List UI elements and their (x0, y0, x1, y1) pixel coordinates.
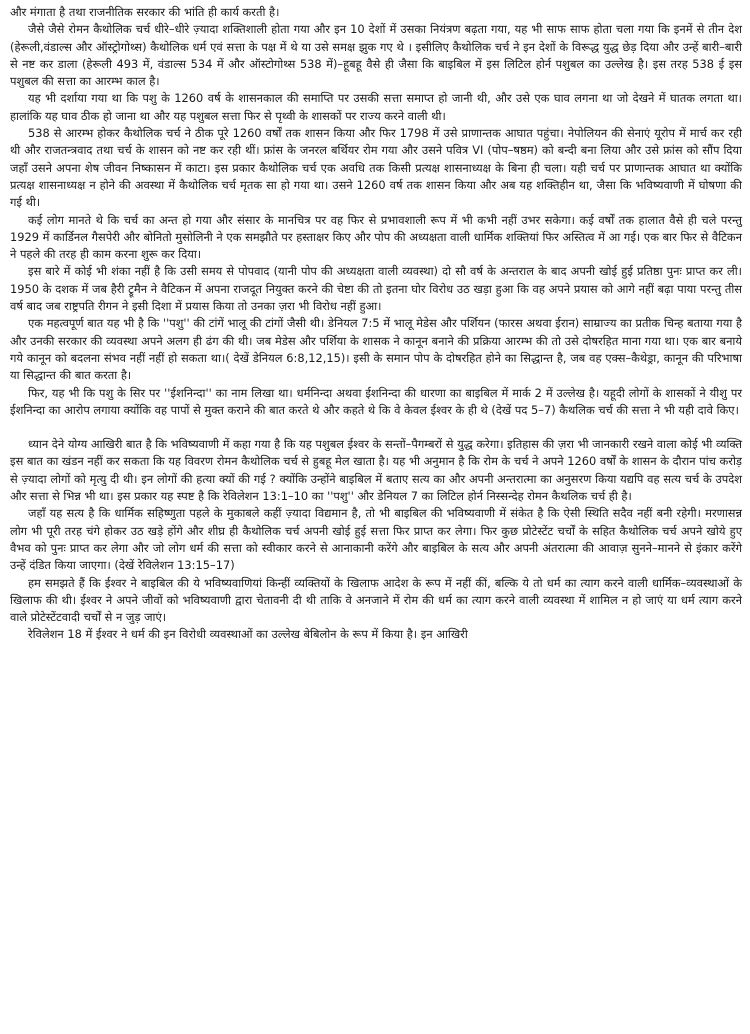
paragraph: जैसे जैसे रोमन कैथोलिक चर्च धीरे–धीरे ज़्यादा शक्तिशाली होता गया और इन 10 देशों में उसका नियंत्रण बढ़ता गया, यह भी साफ साफ होता चला गया कि इनमें से तीन देश (हेरूली,वंडाल्स और ऑस्ट्रोगोथ्स) कैथोलिक धर्म एवं सत्ता के पक्ष में थे या उसे समक्ष झुक गए थे । इसीलिए कैथोलिक चर्च ने इन देशों के विरूद्ध युद्ध छेड़ दिया और उन्हें बारी–बारी से नष्ट कर डाला (हेरूली 493 में, वंडाल्स 534 में और ऑस्टोगोथ्स 538 में)–हूबहू वैसे ही जैसा कि बाइबिल में इस लिटिल होर्न पशुबल का उल्लेख है। इस तरह 538 ई इस पशुबल की सत्ता का आरम्भ काल है। (10, 22, 742, 89)
paragraph: फिर, यह भी कि पशु के सिर पर ''ईशनिन्दा'' का नाम लिखा था। धर्मनिन्दा अथवा ईशनिन्दा की धारणा का बाइबिल में मार्क 2 में उल्लेख है। यहूदी लोगों के शासकों ने यीशु पर ईशनिन्दा का आरोप लगाया क्योंकि वह पापों से मुक्त कराने की बात करते थे और कहते थे कि वे केवल ईश्वर के ही थे (देखें पद 5–7) कैथलिक चर्च की सत्ता ने भी यही दावे किए। (10, 385, 742, 417)
paragraph: एक महत्वपूर्ण बात यह भी है कि ''पशु'' की टांगें भालू की टांगों जैसी थी। डेनियल 7:5 में भालू मेडेस और पर्शियन (फारस अथवा ईरान) साम्राज्य का प्रतीक चिन्ह बताया गया है और उनकी सरकार की व्यवस्था अपने अलग ही ढंग की थी। जब मेडेस और पर्शिया के शासक ने कानून बनाने की प्रक्रिया आरम्भ की तो उसे दोषरहित माना गया था। एक बार बनाये गये कानून को बदलना संभव नहीं नहीं हो सकता था।( देखें डेनियल 6:8,12,15)। इसी के समान पोप के दोषरहित होने का सिद्धान्त है, जब वह एक्स–कैथेड्रा, कानून की परिभाषा या सिद्धान्त की बात करता है। (10, 316, 742, 383)
paragraph: यह भी दर्शाया गया था कि पशु के 1260 वर्ष के शासनकाल की समाप्ति पर उसकी सत्ता समाप्त हो जानी थी, और उसे एक घाव लगना था जो देखने में घातक लगता था। हालांकि यह घाव ठीक हो जाना था और यह पशुबल सत्ता फिर से पृथ्वी के शासकों पर राज्य करने वाली थी। (10, 91, 742, 123)
paragraph: हम समझते हैं कि ईश्वर ने बाइबिल की ये भविष्यवाणियां किन्हीं व्यक्तियों के खिलाफ आदेश के रूप में नहीं कीं, बल्कि ये तो धर्म का त्याग करने वाली धार्मिक–व्यवस्थाओं के खिलाफ की थी। ईश्वर ने अपने जीवों को भविष्यवाणी द्वारा चेतावनी दी थी ताकि वे अनजाने में रोम की धर्म का त्याग करने वाली व्यवस्था में शामिल न हो जाएं या धर्म त्याग करने वाले प्रोटेस्टेंटवादी चर्चों से न जुड़ जाएं। (10, 575, 742, 625)
paragraph: इस बारे में कोई भी शंका नहीं है कि उसी समय से पोपवाद (यानी पोप की अध्यक्षता वाली व्यवस्था) दो सौ वर्ष के अन्तराल के बाद अपनी खोई हुई प्रतिष्ठा पुनः प्राप्त कर ली। 1950 के दशक में जब हैरी ट्रूमैन ने वैटिकन में अपना राजदूत नियुक्त करने की चेष्टा की तो इतना घोर विरोध उठ खड़ा हुआ कि वह अपने प्रयास को आगे नहीं बढ़ा पाया परन्तु तीस वर्ष बाद जब राष्ट्रपति रीगन ने इसी दिशा में प्रयास किया तो उनका ज़रा भी विरोध नहीं हुआ। (10, 264, 742, 314)
paragraph: 538 से आरम्भ होकर कैथोलिक चर्च ने ठीक पूरे 1260 वर्षों तक शासन किया और फिर 1798 में उसे प्राणान्तक आघात पहुंचा। नेपोलियन की सेनाएं यूरोप में मार्च कर रही थी और राजतन्त्रवाद तथा चर्च के शासन को नष्ट कर रही थीं। फ्रांस के जनरल बर्थियर रोम गया और उसने पवित्र VI (पोप–षष्ठम) को बन्दी बना लिया और उसे फ्रांस को सौंप दिया जहाँ उसने अपना शेष जीवन निष्कासन में काटा। इस प्रकार कैथोलिक चर्च एक अवधि तक किसी प्रत्यक्ष शासनाध्यक्ष के बिना ही चला। यही चर्च पर प्राणान्तक आघात था क्योंकि प्रत्यक्ष शासनाध्यक्ष न होने की अवस्था में कैथोलिक चर्च मृतक सा हो गया था। उसने 1260 वर्ष तक शासन किया और अब यह शक्तिहीन था, जैसा कि भविष्यवाणी में घोषणा की गई थी। (10, 126, 742, 210)
paragraph: रेविलेशन 18 में ईश्वर ने धर्म की इन विरोधी व्यवस्थाओं का उल्लेख बेबिलोन के रूप में किया है। इन आखिरी (28, 627, 468, 642)
paragraph: ध्यान देने योग्य आखिरी बात है कि भविष्यवाणी में कहा गया है कि यह पशुबल ईश्वर के सन्तों–पैगम्बरों से युद्ध करेगा। इतिहास की ज़रा भी जानकारी रखने वाला कोई भी व्यक्ति इस बात का खंडन नहीं कर सकता कि यह विवरण रोमन कैथोलिक चर्च से हुबहू मेल खाता है। यह भी अनुमान है कि रोम के चर्च ने अपने 1260 वर्षों के शासन के दौरान पांच करोड़ से ज़्यादा लोगों को मृत्यु दी थी। इन लोगों की हत्या क्यों की गई ? क्योंकि उन्होंने बाइबिल में बताए सत्य का और अपनी अन्तरात्मा का अनुसरण किया यद्यपि वह सत्य चर्च के उपदेश और सत्ता से भिन्न भी था। इस प्रकार यह स्पष्ट है कि रेविलेशन 13:1–10 का ''पशु'' और डेनियल 7 का लिटिल होर्न निस्सन्देह रोमन कैथलिक चर्च ही है। (10, 437, 742, 504)
paragraph: और मंगाता है तथा राजनीतिक सरकार की भांति ही कार्य करती है। (10, 5, 280, 19)
paragraph: कई लोग मानते थे कि चर्च का अन्त हो गया और संसार के मानचित्र पर वह फिर से प्रभावशाली रूप में भी कभी नहीं उभर सकेगा। कई वर्षों तक हालात वैसे ही चले परन्तु 1929 में कार्डिनल गैसपेरी और बोनितो मुसोलिनी ने एक समझौते पर हस्ताक्षर किए और पोप की अध्यक्षता वाली धार्मिक शक्तियां फिर अस्तित्व में आ गई। एक बार फिर से वैटिकन ने पहले की तरह ही काम करना शुरू कर दिया। (10, 212, 742, 262)
paragraph: जहाँ यह सत्य है कि धार्मिक सहिष्णुता पहले के मुकाबले कहीं ज़्यादा विद्यमान है, तो भी बाइबिल की भविष्यवाणी में संकेत है कि ऐसी स्थिति सदैव नहीं बनी रहेगी। मरणासन्न लोग भी पूरी तरह चंगे होकर उठ खड़े होंगे और शीघ्र ही कैथोलिक चर्च अपनी खोई हुई सत्ता फिर प्राप्त कर लेगा। फिर कुछ प्रोटेस्टेंट चर्चों के सहित कैथोलिक चर्च अपने खोये हुए वैभव को पुनः प्राप्त कर लेगा और जो लोग धर्म की सत्ता को स्वीकार करने से आनाकानी करेंगे और बाइबिल के सत्य और अपनी अंतरात्मा की आवाज़ सुनने–मानने से इंकार करेंगे उन्हें दंडित किया जाएगा। (देखें रेविलेशन 13:15–17) (10, 506, 742, 573)
